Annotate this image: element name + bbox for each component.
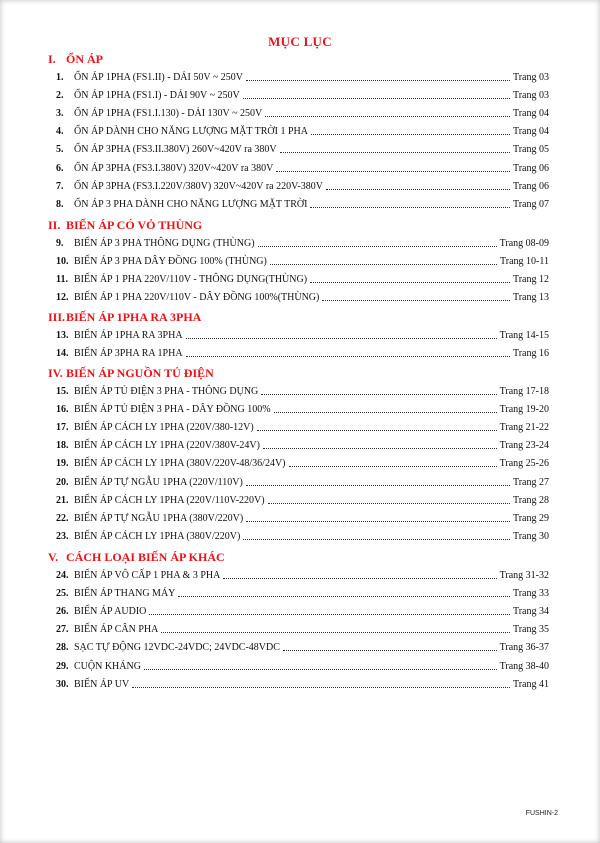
entry-number: 18. bbox=[56, 440, 69, 452]
dot-leader bbox=[270, 264, 497, 265]
entry-number: 14. bbox=[56, 348, 69, 360]
entry-number: 6. bbox=[56, 162, 64, 174]
toc-entry[interactable] bbox=[56, 456, 549, 472]
entry-page: Trang 31-32 bbox=[499, 570, 549, 581]
entry-page: Trang 33 bbox=[512, 588, 549, 600]
entry-page: Trang 21-22 bbox=[499, 422, 549, 434]
dot-leader bbox=[223, 578, 497, 579]
entry-title: BIẾN ÁP CÁCH LY 1PHA (220V/380V-24V) bbox=[74, 440, 260, 452]
entry-number: 20. bbox=[56, 476, 69, 488]
dot-leader bbox=[311, 134, 510, 135]
toc-entry[interactable] bbox=[56, 70, 549, 86]
section-heading bbox=[48, 366, 214, 381]
entry-number: 21. bbox=[56, 494, 69, 506]
section-title: BIẾN ÁP NGUỒN TỦ ĐIỆN bbox=[66, 366, 214, 380]
toc-entry[interactable] bbox=[56, 142, 549, 158]
toc-entry[interactable] bbox=[56, 402, 549, 418]
dot-leader bbox=[186, 338, 497, 339]
toc-entry[interactable] bbox=[56, 586, 549, 602]
entry-page: Trang 14-15 bbox=[499, 330, 549, 341]
entry-page: Trang 28 bbox=[512, 494, 549, 506]
dot-leader bbox=[186, 356, 510, 357]
entry-number: 15. bbox=[56, 386, 69, 397]
toc-entry[interactable] bbox=[56, 179, 549, 195]
dot-leader bbox=[257, 430, 497, 431]
toc-entry[interactable] bbox=[56, 438, 549, 454]
entry-number: 23. bbox=[56, 530, 69, 542]
dot-leader bbox=[326, 189, 510, 190]
section-heading bbox=[48, 218, 202, 233]
entry-number: 30. bbox=[56, 678, 69, 690]
entry-title: BIẾN ÁP THANG MÁY bbox=[74, 588, 176, 600]
entry-title: BIẾN ÁP 3 PHA THÔNG DỤNG (THÙNG) bbox=[74, 238, 255, 249]
entry-title: BIẾN ÁP TỦ ĐIỆN 3 PHA - DÂY ĐỒNG 100% bbox=[74, 404, 271, 416]
entry-title: ỔN ÁP 3 PHA DÀNH CHO NĂNG LƯỢNG MẶT TRỜI bbox=[74, 198, 308, 210]
entry-title: BIẾN ÁP 1 PHA 220V/110V - DÂY ĐỒNG 100%(THÙNG) bbox=[74, 292, 320, 304]
entry-number: 1. bbox=[56, 72, 64, 83]
dot-leader bbox=[283, 650, 497, 651]
entry-title: BIẾN ÁP TỰ NGẪU 1PHA (380V/220V) bbox=[74, 512, 244, 524]
entry-page: Trang 23-24 bbox=[499, 440, 549, 452]
toc-entry[interactable] bbox=[56, 88, 549, 104]
entry-title: BIẾN ÁP UV bbox=[74, 678, 130, 690]
toc-entry[interactable] bbox=[56, 161, 549, 177]
toc-entry[interactable] bbox=[56, 384, 549, 400]
toc-entry[interactable] bbox=[56, 328, 549, 344]
entry-page: Trang 17-18 bbox=[499, 386, 549, 397]
dot-leader bbox=[161, 632, 510, 633]
entry-title: ỔN ÁP 1PHA (FS1.I) - DẢI 90V ~ 250V bbox=[74, 90, 240, 102]
entry-title: ỔN ÁP 1PHA (FS1.I.130) - DẢI 130V ~ 250V bbox=[74, 108, 263, 120]
toc-entry[interactable] bbox=[56, 640, 549, 656]
entry-title: BIẾN ÁP 3 PHA DÂY ĐỒNG 100% (THÙNG) bbox=[74, 256, 267, 268]
section-title: ỔN ÁP bbox=[66, 52, 103, 66]
dot-leader bbox=[263, 448, 497, 449]
toc-entry[interactable] bbox=[56, 124, 549, 140]
section-heading bbox=[48, 550, 225, 565]
dot-leader bbox=[243, 98, 510, 99]
entry-number: 5. bbox=[56, 144, 64, 156]
entry-page: Trang 06 bbox=[512, 162, 549, 174]
entry-number: 19. bbox=[56, 458, 69, 470]
toc-entry[interactable] bbox=[56, 346, 549, 362]
entry-page: Trang 06 bbox=[512, 180, 549, 192]
toc-entry[interactable] bbox=[56, 659, 549, 675]
entry-title: BIẾN ÁP VÔ CẤP 1 PHA & 3 PHA bbox=[74, 570, 221, 581]
toc-entry[interactable] bbox=[56, 197, 549, 213]
toc-entry[interactable] bbox=[56, 604, 549, 620]
toc-entry[interactable] bbox=[56, 272, 549, 288]
toc-entry[interactable] bbox=[56, 420, 549, 436]
entry-title: ỔN ÁP DÀNH CHO NĂNG LƯỢNG MẶT TRỜI 1 PHA bbox=[74, 126, 308, 138]
entry-title: BIẾN ÁP CÁCH LY 1PHA (380V/220V-48/36/24V) bbox=[74, 458, 286, 470]
toc-entry[interactable] bbox=[56, 493, 549, 509]
entry-number: 17. bbox=[56, 422, 69, 434]
entry-page: Trang 04 bbox=[512, 108, 549, 120]
entry-title: ỔN ÁP 1PHA (FS1.II) - DẢI 50V ~ 250V bbox=[74, 72, 244, 83]
section-number: II. bbox=[48, 218, 61, 232]
entry-page: Trang 34 bbox=[512, 606, 549, 618]
section-heading bbox=[48, 310, 201, 325]
dot-leader bbox=[258, 246, 497, 247]
entry-number: 3. bbox=[56, 108, 64, 120]
dot-leader bbox=[178, 596, 510, 597]
entry-number: 25. bbox=[56, 588, 69, 600]
toc-entry[interactable] bbox=[56, 254, 549, 270]
entry-page: Trang 04 bbox=[512, 126, 549, 138]
entry-page: Trang 10-11 bbox=[500, 256, 549, 268]
entry-number: 7. bbox=[56, 180, 64, 192]
section-title: BIẾN ÁP CÓ VỎ THÙNG bbox=[66, 218, 203, 232]
entry-number: 27. bbox=[56, 624, 69, 636]
entry-number: 24. bbox=[56, 570, 69, 581]
entry-number: 12. bbox=[56, 292, 69, 304]
dot-leader bbox=[310, 282, 510, 283]
entry-title: BIẾN ÁP CÁCH LY 1PHA (220V/110V-220V) bbox=[74, 494, 265, 506]
section-number: I. bbox=[48, 52, 56, 66]
entry-page: Trang 03 bbox=[512, 90, 549, 102]
toc-entry[interactable] bbox=[56, 475, 549, 491]
section-title: BIẾN ÁP 1PHA RA 3PHA bbox=[66, 310, 202, 324]
toc-entry[interactable] bbox=[56, 677, 549, 693]
entry-page: Trang 29 bbox=[512, 512, 549, 524]
section-title: CÁCH LOẠI BIẾN ÁP KHÁC bbox=[66, 550, 225, 564]
entry-page: Trang 19-20 bbox=[499, 404, 549, 416]
toc-entry[interactable] bbox=[56, 236, 549, 252]
entry-number: 28. bbox=[56, 642, 69, 654]
toc-entry[interactable] bbox=[56, 568, 549, 584]
entry-title: BIẾN ÁP AUDIO bbox=[74, 606, 147, 618]
toc-entry[interactable] bbox=[56, 529, 549, 545]
dot-leader bbox=[265, 116, 510, 117]
dot-leader bbox=[276, 171, 510, 172]
entry-number: 22. bbox=[56, 512, 69, 524]
page-title: MỤC LỤC bbox=[268, 34, 332, 49]
entry-title: ỔN ÁP 3PHA (FS3.II.380V) 260V~420V ra 380V bbox=[74, 144, 277, 156]
entry-title: BIẾN ÁP TỰ NGẪU 1PHA (220V/110V) bbox=[74, 476, 243, 488]
entry-page: Trang 07 bbox=[512, 198, 549, 210]
entry-number: 16. bbox=[56, 404, 69, 416]
entry-title: BIẾN ÁP CÂN PHA bbox=[74, 624, 159, 636]
dot-leader bbox=[274, 412, 497, 413]
entry-number: 8. bbox=[56, 198, 64, 210]
toc-entry[interactable] bbox=[56, 290, 549, 306]
section-number: III. bbox=[48, 310, 66, 324]
dot-leader bbox=[149, 614, 510, 615]
entry-page: Trang 27 bbox=[512, 476, 549, 488]
entry-page: Trang 36-37 bbox=[499, 642, 549, 654]
entry-number: 2. bbox=[56, 90, 64, 102]
dot-leader bbox=[243, 539, 510, 540]
entry-title: BIẾN ÁP 1 PHA 220V/110V - THÔNG DỤNG(THÙNG) bbox=[74, 274, 308, 286]
dot-leader bbox=[132, 687, 510, 688]
entry-number: 10. bbox=[56, 256, 69, 268]
entry-title: CUỘN KHÁNG bbox=[74, 660, 141, 672]
toc-entry[interactable] bbox=[56, 622, 549, 638]
dot-leader bbox=[322, 300, 510, 301]
entry-title: BIẾN ÁP CÁCH LY 1PHA (380V/220V) bbox=[74, 530, 241, 542]
dot-leader bbox=[144, 669, 497, 670]
dot-leader bbox=[261, 394, 497, 395]
entry-page: Trang 25-26 bbox=[499, 458, 549, 470]
dot-leader bbox=[246, 80, 510, 81]
entry-title: BIẾN ÁP TỦ ĐIỆN 3 PHA - THÔNG DỤNG bbox=[74, 386, 259, 397]
entry-page: Trang 03 bbox=[512, 72, 549, 83]
entry-title: BIẾN ÁP 1PHA RA 3PHA bbox=[74, 330, 183, 341]
toc-entry[interactable] bbox=[56, 106, 549, 122]
dot-leader bbox=[289, 466, 497, 467]
dot-leader bbox=[246, 521, 510, 522]
entry-page: Trang 41 bbox=[512, 678, 549, 690]
dot-leader bbox=[280, 152, 510, 153]
entry-title: SẠC TỰ ĐỘNG 12VDC-24VDC; 24VDC-48VDC bbox=[74, 642, 280, 654]
entry-number: 29. bbox=[56, 660, 69, 672]
entry-title: ỔN ÁP 3PHA (FS3.I.380V) 320V~420V ra 380V bbox=[74, 162, 274, 174]
dot-leader bbox=[268, 503, 510, 504]
dot-leader bbox=[246, 485, 510, 486]
entry-page: Trang 38-40 bbox=[499, 660, 549, 672]
entry-page: Trang 30 bbox=[512, 530, 549, 542]
page-footer: FUSHIN-2 bbox=[525, 810, 558, 817]
entry-number: 26. bbox=[56, 606, 69, 618]
section-heading bbox=[48, 52, 103, 67]
entry-page: Trang 13 bbox=[512, 292, 549, 304]
section-number: V. bbox=[48, 550, 59, 564]
entry-number: 13. bbox=[56, 330, 69, 341]
entry-page: Trang 16 bbox=[512, 348, 549, 360]
entry-page: Trang 05 bbox=[512, 144, 549, 156]
entry-number: 11. bbox=[56, 274, 68, 286]
entry-number: 9. bbox=[56, 238, 64, 249]
entry-page: Trang 08-09 bbox=[499, 238, 549, 249]
toc-entry[interactable] bbox=[56, 511, 549, 527]
entry-page: Trang 12 bbox=[512, 274, 549, 286]
entry-number: 4. bbox=[56, 126, 64, 138]
dot-leader bbox=[310, 207, 510, 208]
entry-title: BIẾN ÁP 3PHA RA 1PHA bbox=[74, 348, 183, 360]
entry-title: BIẾN ÁP CÁCH LY 1PHA (220V/380-12V) bbox=[74, 422, 254, 434]
entry-page: Trang 35 bbox=[512, 624, 549, 636]
section-number: IV. bbox=[48, 366, 63, 380]
entry-title: ỔN ÁP 3PHA (FS3.I.220V/380V) 320V~420V ra 220V-380V bbox=[74, 180, 323, 192]
